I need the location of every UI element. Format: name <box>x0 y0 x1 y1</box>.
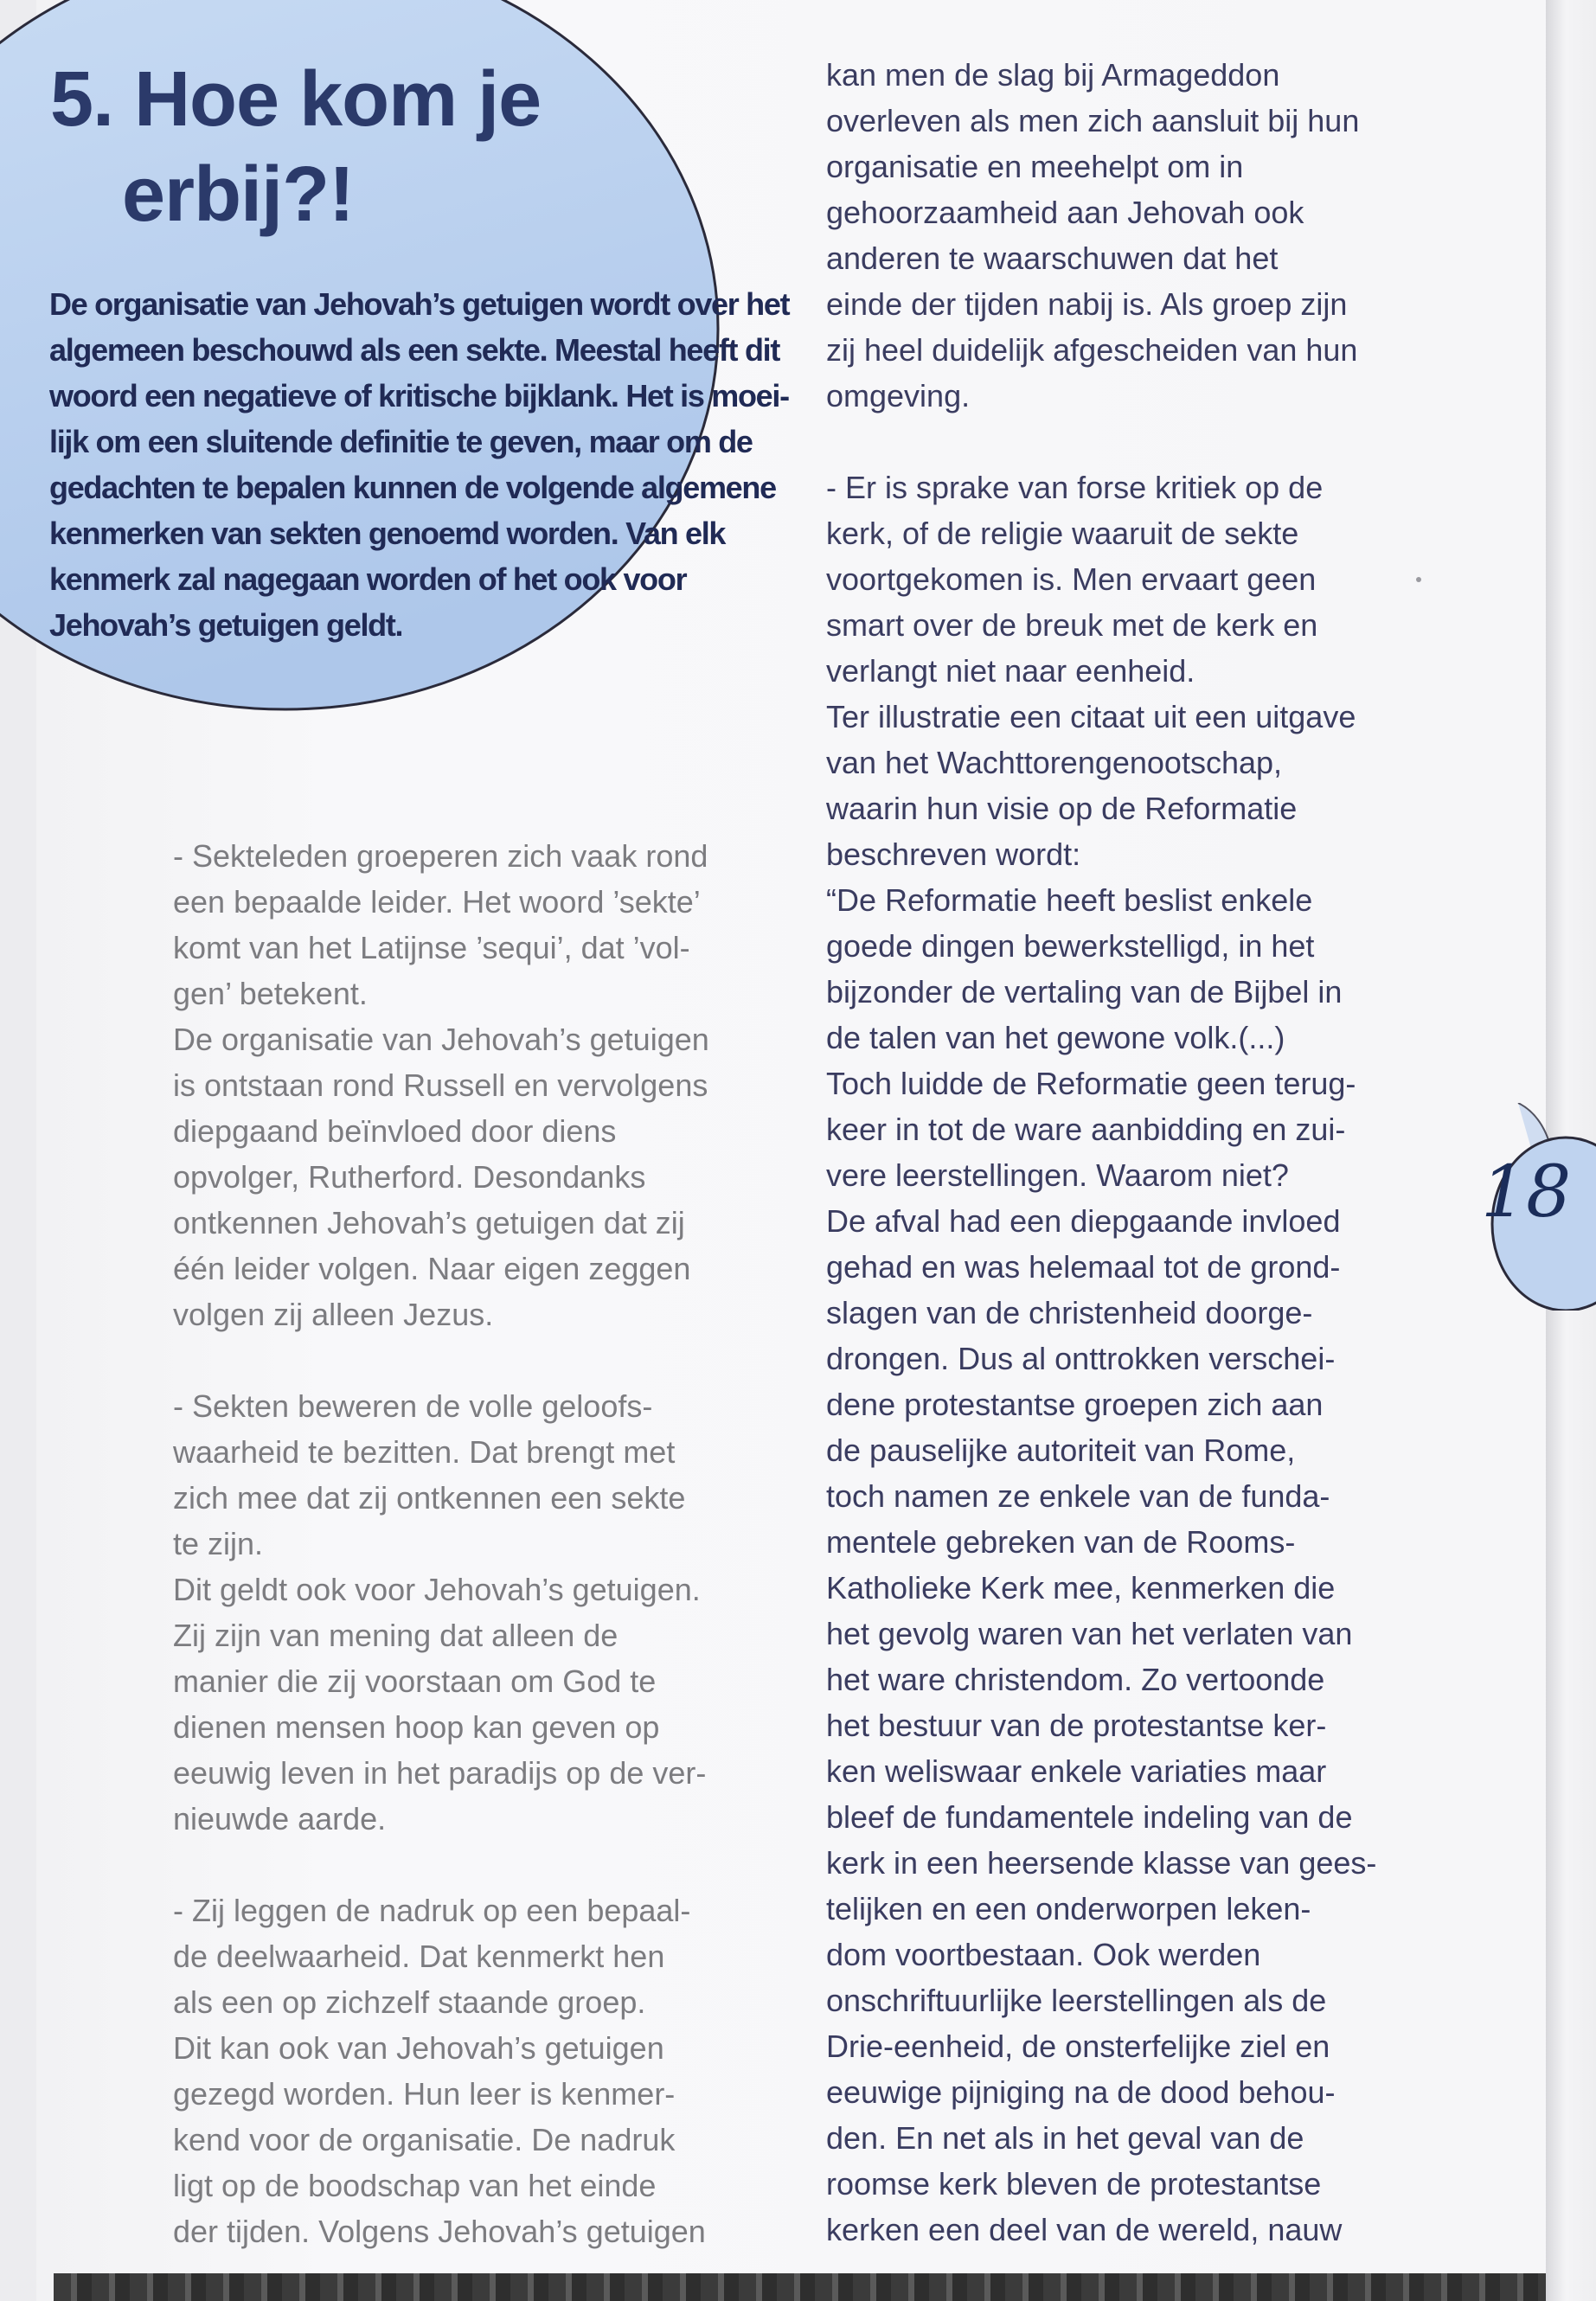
text-line: voortgekomen is. Men ervaart geen <box>826 561 1317 597</box>
text-line: onschriftuurlijke leerstellingen als de <box>826 1983 1327 2018</box>
text-line: nieuwde aarde. <box>173 1801 387 1836</box>
paragraph-gap <box>173 1337 779 1383</box>
text-line: beschreven wordt: <box>826 836 1081 872</box>
text-line: dom voortbestaan. Ook werden <box>826 1937 1261 1972</box>
text-line: slagen van de christenheid doorge- <box>826 1295 1313 1330</box>
text-line: De afval had een diepgaande invloed <box>826 1203 1341 1239</box>
title-line-2: erbij?! <box>122 151 355 238</box>
margin-dot <box>1416 577 1421 582</box>
page-title <box>50 52 541 242</box>
intro-line: gedachten te bepalen kunnen de volgende algemene <box>49 470 776 505</box>
text-line: eeuwige pijniging na de dood behou- <box>826 2074 1336 2110</box>
text-line: anderen te waarschuwen dat het <box>826 240 1279 276</box>
bottom-scan-band <box>54 2273 1546 2301</box>
text-line: opvolger, Rutherford. Desondanks <box>173 1159 646 1195</box>
text-line: “De Reformatie heeft beslist enkele <box>826 882 1313 918</box>
intro-line: algemeen beschouwd als een sekte. Meestal heeft dit <box>49 332 780 368</box>
intro-line: kenmerk zal nagegaan worden of het ook voor <box>49 561 687 597</box>
intro-line: lijk om een sluitende definitie te geven, maar om de <box>49 424 753 459</box>
text-line: De organisatie van Jehovah’s getuigen <box>173 1022 709 1057</box>
right-text-column <box>826 52 1518 2253</box>
text-line: gezegd worden. Hun leer is kenmer- <box>173 2076 676 2112</box>
text-line: bijzonder de vertaling van de Bijbel in <box>826 974 1343 1009</box>
text-line: komt van het Latijnse ’sequi’, dat ’vol- <box>173 930 690 965</box>
text-line: het gevolg waren van het verlaten van <box>826 1616 1353 1651</box>
text-line: gehoorzaamheid aan Jehovah ook <box>826 195 1304 230</box>
text-line: kerken een deel van de wereld, nauw <box>826 2212 1343 2247</box>
text-line: waarheid te bezitten. Dat brengt met <box>173 1434 676 1470</box>
text-line: het bestuur van de protestantse ker- <box>826 1708 1327 1743</box>
text-line: vere leerstellingen. Waarom niet? <box>826 1157 1289 1193</box>
text-line: de deelwaarheid. Dat kenmerkt hen <box>173 1939 665 1974</box>
text-line: keer in tot de ware aanbidding en zui- <box>826 1112 1346 1147</box>
text-line: één leider volgen. Naar eigen zeggen <box>173 1251 691 1286</box>
text-line: dene protestantse groepen zich aan <box>826 1387 1324 1422</box>
text-line: gehad en was helemaal tot de grond- <box>826 1249 1341 1285</box>
text-line: organisatie en meehelpt om in <box>826 149 1244 184</box>
text-line: Katholieke Kerk mee, kenmerken die <box>826 1570 1336 1606</box>
text-line: is ontstaan rond Russell en vervolgens <box>173 1067 708 1103</box>
text-line: - Sekten beweren de volle geloofs- <box>173 1388 653 1424</box>
text-line: gen’ betekent. <box>173 976 368 1011</box>
text-line: Dit kan ook van Jehovah’s getuigen <box>173 2030 664 2066</box>
text-line: te zijn. <box>173 1526 264 1561</box>
text-line: ontkennen Jehovah’s getuigen dat zij <box>173 1205 685 1240</box>
text-line: Drie-eenheid, de onsterfelijke ziel en <box>826 2029 1330 2064</box>
text-line: zich mee dat zij ontkennen een sekte <box>173 1480 686 1516</box>
text-line: kend voor de organisatie. De nadruk <box>173 2122 676 2157</box>
text-line: drongen. Dus al onttrokken verschei- <box>826 1341 1336 1376</box>
text-line: omgeving. <box>826 378 971 413</box>
text-line: het ware christendom. Zo vertoonde <box>826 1662 1325 1697</box>
text-line: manier die zij voorstaan om God te <box>173 1663 657 1699</box>
text-line: Dit geldt ook voor Jehovah’s getuigen. <box>173 1572 701 1607</box>
intro-line: De organisatie van Jehovah’s getuigen wordt over het <box>49 286 790 322</box>
text-line: als een op zichzelf staande groep. <box>173 1984 646 2020</box>
page-number: 18 <box>1481 1151 1572 1234</box>
intro-line: woord een negatieve of kritische bijklank. Het is moei- <box>49 378 789 413</box>
intro-paragraph <box>49 281 790 648</box>
text-line: - Er is sprake van forse kritiek op de <box>826 470 1324 505</box>
text-line: kerk in een heersende klasse van gees- <box>826 1845 1377 1881</box>
text-line: dienen mensen hoop kan geven op <box>173 1709 660 1745</box>
text-line: bleef de fundamentele indeling van de <box>826 1799 1353 1835</box>
text-line: - Zij leggen de nadruk op een bepaal- <box>173 1893 691 1928</box>
text-line: de talen van het gewone volk.(...) <box>826 1020 1285 1055</box>
text-line: zij heel duidelijk afgescheiden van hun <box>826 332 1358 368</box>
intro-line: kenmerken van sekten genoemd worden. Van elk <box>49 516 726 551</box>
text-line: een bepaalde leider. Het woord ’sekte’ <box>173 884 701 920</box>
text-line: ken weliswaar enkele variaties maar <box>826 1753 1327 1789</box>
text-line: de pauselijke autoriteit van Rome, <box>826 1433 1296 1468</box>
text-line: kerk, of de religie waaruit de sekte <box>826 516 1299 551</box>
text-line: van het Wachttorengenootschap, <box>826 745 1283 780</box>
left-text-column <box>173 833 779 2254</box>
text-line: Zij zijn van mening dat alleen de <box>173 1618 619 1653</box>
text-line: ligt op de boodschap van het einde <box>173 2168 657 2203</box>
text-line: eeuwig leven in het paradijs op de ver- <box>173 1755 707 1791</box>
text-line: - Sekteleden groeperen zich vaak rond <box>173 838 708 874</box>
text-line: goede dingen bewerkstelligd, in het <box>826 928 1315 964</box>
text-line: roomse kerk bleven de protestantse <box>826 2166 1322 2202</box>
text-line: den. En net als in het geval van de <box>826 2120 1304 2156</box>
text-line: smart over de breuk met de kerk en <box>826 607 1318 643</box>
text-line: diepgaand beïnvloed door diens <box>173 1113 617 1149</box>
text-line: telijken en een onderworpen leken- <box>826 1891 1311 1926</box>
text-line: waarin hun visie op de Reformatie <box>826 791 1298 826</box>
title-line-1: 5. Hoe kom je <box>50 56 542 143</box>
intro-line: Jehovah’s getuigen geldt. <box>49 607 403 643</box>
text-line: overleven als men zich aansluit bij hun <box>826 103 1360 138</box>
text-line: der tijden. Volgens Jehovah’s getuigen <box>173 2214 706 2249</box>
paragraph-gap <box>826 419 1518 465</box>
text-line: toch namen ze enkele van de funda- <box>826 1478 1330 1514</box>
text-line: kan men de slag bij Armageddon <box>826 57 1280 93</box>
text-line: verlangt niet naar eenheid. <box>826 653 1195 689</box>
paragraph-gap <box>173 1842 779 1888</box>
text-line: einde der tijden nabij is. Als groep zijn <box>826 286 1348 322</box>
text-line: volgen zij alleen Jezus. <box>173 1297 494 1332</box>
text-line: mentele gebreken van de Rooms- <box>826 1524 1296 1560</box>
text-line: Toch luidde de Reformatie geen terug- <box>826 1066 1356 1101</box>
text-line: Ter illustratie een citaat uit een uitgave <box>826 699 1356 734</box>
